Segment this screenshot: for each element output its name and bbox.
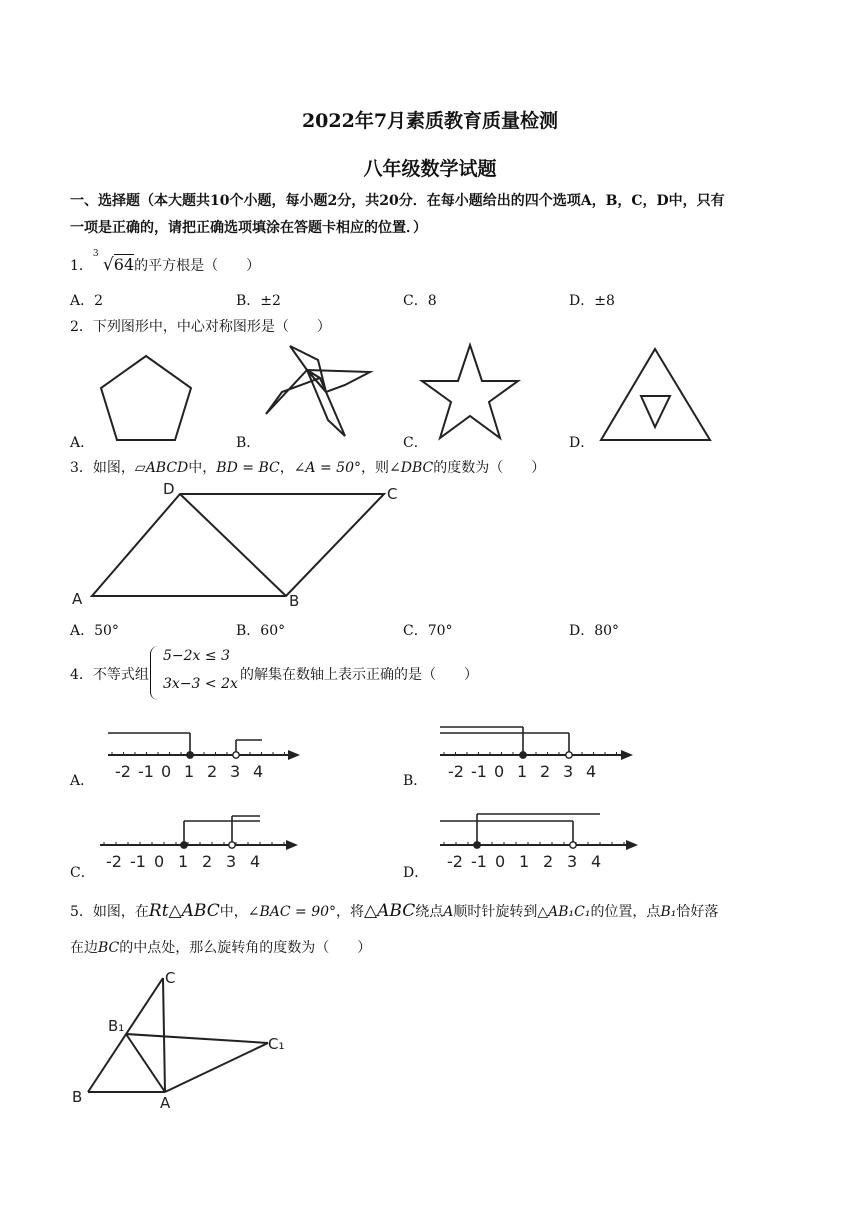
tick-label-b: 2	[540, 762, 551, 781]
tick-label-d: -1	[471, 852, 487, 871]
label-a: A	[72, 590, 83, 608]
q5-c: ，将	[336, 904, 365, 920]
q5-i: 的中点处，那么旋转角的度数为（ ）	[119, 940, 372, 956]
q5-rt-triangle: Rt△ABC	[148, 901, 220, 921]
label-b: B	[72, 1088, 83, 1106]
tick-label-c: 2	[202, 852, 213, 871]
label-b1: B₁	[108, 1017, 125, 1035]
tick-label-d: 1	[519, 852, 530, 871]
q5-e: 顺时针旋转到	[453, 904, 538, 920]
tick-label-d: 2	[543, 852, 554, 871]
q4-prefix: 4．不等式组	[70, 667, 149, 683]
tick-label-a: 3	[230, 762, 241, 781]
label-d: D	[163, 480, 175, 498]
tick-label-a: 0	[161, 762, 172, 781]
tick-label-c: -2	[106, 852, 122, 871]
tick-label-b: -1	[471, 762, 487, 781]
q5-angle: ∠BAC = 90°	[247, 904, 337, 920]
tick-label-b: 1	[517, 762, 528, 781]
q2-option-c: C．	[403, 435, 428, 451]
exam-subtitle: 八年级数学试题	[363, 158, 497, 180]
root-index: 3	[92, 249, 99, 259]
label-a: A	[160, 1094, 171, 1112]
q2-option-b: B．	[236, 435, 261, 451]
q4-option-d: D．	[403, 865, 429, 881]
exam-title: 2022年7月素质教育质量检测	[301, 110, 559, 132]
q5-h: 在边	[70, 940, 98, 956]
inequality-2: 3x−3 < 2x	[163, 676, 238, 692]
tick-label-c: 1	[178, 852, 189, 871]
q4-tail: 的解集在数轴上表示正确的是（ ）	[240, 667, 478, 683]
label-c1: C₁	[268, 1035, 285, 1053]
q5-g: 恰好落	[676, 904, 719, 920]
tick-label-c: 4	[250, 852, 261, 871]
inequality-1: 5−2x ≤ 3	[163, 648, 230, 664]
label-c: C	[165, 969, 176, 987]
q5-point-a: A	[443, 904, 454, 920]
q3-option-d: D．80°	[569, 623, 620, 639]
q3-condition-2: ∠A = 50°	[293, 460, 361, 476]
q1-option-c: C．8	[403, 293, 437, 309]
tick-label-c: -1	[130, 852, 146, 871]
q5-b1: B₁	[660, 904, 677, 920]
tick-label-c: 0	[154, 852, 165, 871]
q3-condition-1: BD = BC	[216, 460, 280, 476]
tick-label-d: -2	[447, 852, 463, 871]
q5-triangle-2: △AB₁C₁	[537, 904, 591, 920]
q5-a: 5．如图，在	[70, 904, 149, 920]
q3-tail: 的度数为（ ）	[433, 460, 546, 476]
q5-f: 的位置，点	[590, 904, 661, 920]
label-c: C	[387, 485, 398, 503]
q2-option-d: D．	[569, 435, 595, 451]
q3-mid1: 中，	[188, 460, 217, 476]
tick-label-d: 4	[591, 852, 602, 871]
tick-label-c: 3	[226, 852, 237, 871]
q3-option-b: B．60°	[236, 623, 286, 639]
q1-option-b: B．±2	[236, 293, 281, 309]
q4-option-c: C．	[70, 865, 95, 881]
q3-parallelogram: ▱ABCD	[134, 460, 189, 476]
tick-label-b: 0	[494, 762, 505, 781]
question-1-number: 1．	[70, 258, 93, 274]
tick-label-a: 4	[253, 762, 264, 781]
q5-b: 中，	[219, 904, 248, 920]
question-2: 2．下列图形中，中心对称图形是（ ）	[70, 319, 331, 335]
q4-option-b: B．	[403, 773, 428, 789]
q3-mid2: ，则	[361, 460, 389, 476]
q4-option-a: A．	[70, 773, 95, 789]
q5-triangle: △ABC	[364, 901, 416, 921]
radical-sign: √	[102, 255, 114, 275]
q3-sep: ，	[279, 460, 294, 476]
tick-label-d: 0	[495, 852, 506, 871]
tick-label-a: 1	[184, 762, 195, 781]
q3-option-a: A．50°	[70, 623, 119, 639]
q5-bc: BC	[98, 940, 120, 956]
section-instruction-line2: 一项是正确的，请把正确选项填涂在答题卡相应的位置．）	[70, 220, 427, 236]
tick-label-a: 2	[207, 762, 218, 781]
tick-label-b: 3	[563, 762, 574, 781]
q1-option-a: A．2	[70, 293, 104, 309]
q3-prefix: 3．如图，	[70, 460, 135, 476]
tick-label-d: 3	[567, 852, 578, 871]
tick-label-b: -2	[448, 762, 464, 781]
q2-option-a: A．	[70, 435, 95, 451]
radicand: 64	[113, 255, 135, 274]
q5-d: 绕点	[415, 904, 444, 920]
label-b: B	[289, 592, 300, 610]
q3-option-c: C．70°	[403, 623, 453, 639]
tick-label-a: -1	[138, 762, 154, 781]
question-1-text: 的平方根是（ ）	[134, 258, 261, 274]
tick-label-a: -2	[115, 762, 131, 781]
q1-option-d: D．±8	[569, 293, 615, 309]
tick-label-b: 4	[586, 762, 597, 781]
section-instruction-line1: 一、选择题（本大题共10个小题，每小题2分，共20分．在每小题给出的四个选项A，B，C，D中，只有	[70, 193, 725, 209]
q3-asked-angle: ∠DBC	[389, 460, 434, 476]
